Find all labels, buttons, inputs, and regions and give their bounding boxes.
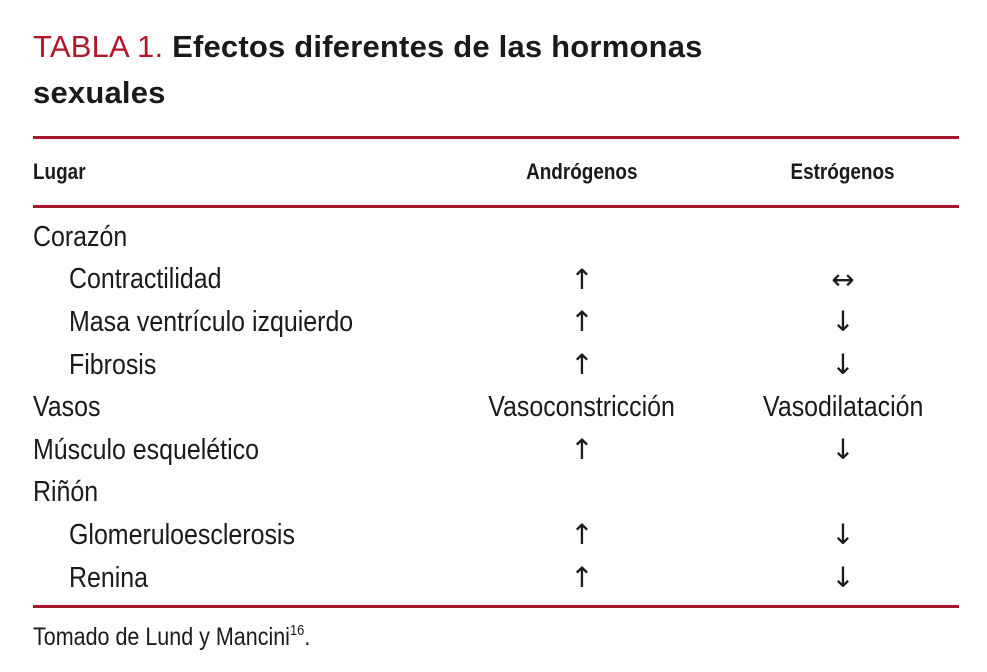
table-row — [33, 557, 959, 606]
row-androgens — [437, 301, 727, 344]
table-row — [33, 344, 959, 387]
arrow-left-right-icon: ↔ — [831, 262, 855, 296]
row-estrogens — [727, 472, 959, 515]
row-place: Riñón — [33, 476, 99, 509]
table-row — [33, 301, 959, 344]
footnote-reference: 16 — [289, 622, 305, 640]
arrow-down-icon: ↓ — [831, 518, 855, 552]
table-header — [33, 139, 959, 208]
arrow-down-icon: ↓ — [831, 433, 855, 467]
table-number: TABLA 1. — [33, 29, 164, 64]
table-figure — [33, 0, 959, 652]
row-estrogens — [727, 514, 959, 557]
arrow-up-icon: ↑ — [570, 305, 594, 339]
arrow-up-icon: ↑ — [570, 348, 594, 382]
table-row — [33, 472, 959, 515]
row-androgens — [437, 514, 727, 557]
row-androgens — [437, 472, 727, 515]
arrow-down-icon: ↓ — [831, 305, 855, 339]
row-estrogens: Vasodilatación — [762, 391, 924, 424]
header-row — [33, 139, 959, 205]
header-place: Lugar — [33, 159, 86, 184]
table-row — [33, 259, 959, 302]
arrow-up-icon: ↑ — [570, 433, 594, 467]
row-androgens — [437, 429, 727, 472]
row-estrogens — [727, 557, 959, 606]
row-place: Corazón — [33, 220, 128, 253]
row-place: Renina — [69, 561, 149, 594]
table-row — [33, 514, 959, 557]
table-row — [33, 429, 959, 472]
row-place: Contractilidad — [69, 263, 222, 296]
table-footnote — [33, 622, 959, 652]
row-estrogens — [727, 344, 959, 387]
table-body — [33, 208, 959, 605]
arrow-down-icon: ↓ — [831, 348, 855, 382]
row-place: Glomeruloesclerosis — [69, 518, 295, 551]
table-row — [33, 208, 959, 259]
table-title — [33, 0, 959, 116]
table-title-line2: sexuales — [33, 75, 166, 110]
row-place: Vasos — [33, 391, 101, 424]
arrow-down-icon: ↓ — [831, 561, 855, 595]
header-androgens: Andrógenos — [526, 159, 638, 184]
arrow-up-icon: ↑ — [570, 262, 594, 296]
footnote-text: Tomado de Lund y Mancini — [33, 623, 290, 652]
hormone-effects-table — [33, 139, 959, 605]
bottom-rule — [33, 605, 959, 608]
row-estrogens — [727, 208, 959, 259]
row-estrogens — [727, 259, 959, 302]
row-androgens: Vasoconstricción — [488, 391, 676, 424]
row-androgens — [437, 259, 727, 302]
row-androgens — [437, 208, 727, 259]
row-place: Masa ventrículo izquierdo — [69, 305, 354, 338]
row-estrogens — [727, 301, 959, 344]
footnote-end: . — [304, 623, 311, 652]
row-androgens — [437, 344, 727, 387]
header-estrogens: Estrógenos — [790, 159, 896, 184]
row-place: Músculo esquelético — [33, 433, 259, 466]
arrow-up-icon: ↑ — [570, 561, 594, 595]
table-row — [33, 386, 959, 429]
row-androgens — [437, 557, 727, 606]
row-estrogens — [727, 429, 959, 472]
arrow-up-icon: ↑ — [570, 518, 594, 552]
table-title-line1: Efectos diferentes de las hormonas — [172, 29, 703, 64]
row-place: Fibrosis — [69, 348, 157, 381]
